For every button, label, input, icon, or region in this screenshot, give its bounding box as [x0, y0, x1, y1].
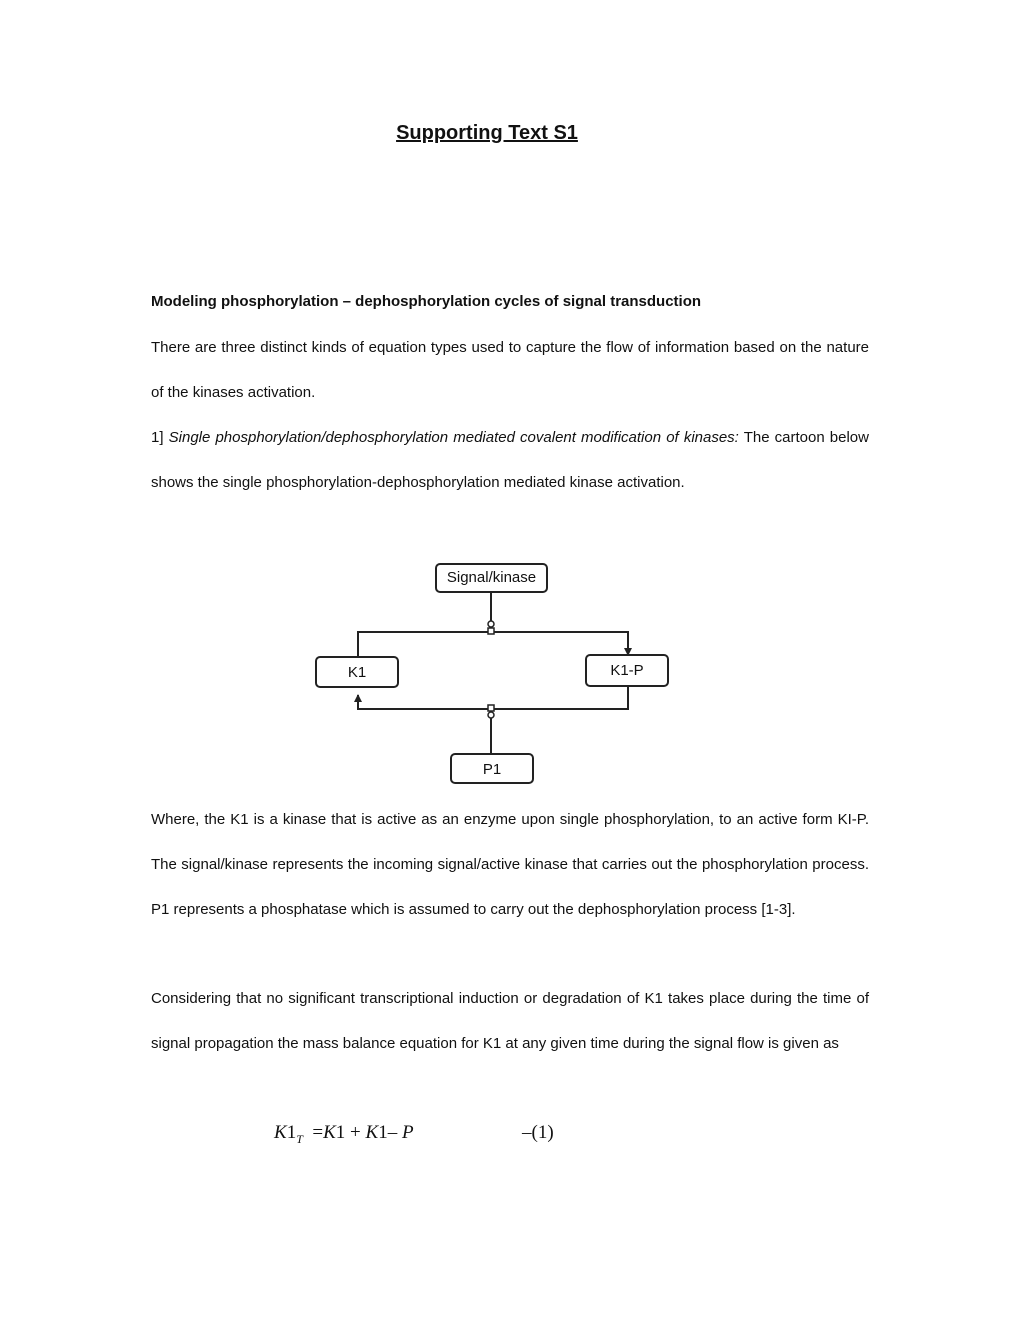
signal-kinase-label: Signal/kinase	[446, 569, 537, 586]
eq-term1-var: K	[323, 1122, 336, 1143]
intro-paragraph: There are three distinct kinds of equation types used to capture the flow of information based on the nature of the kinases activation.	[151, 339, 869, 401]
eq-term2-num: 1	[378, 1122, 388, 1143]
section-heading: Modeling phosphorylation – dephosphorylation cycles of signal transduction	[151, 293, 702, 310]
phosphatase-connector-square	[488, 705, 494, 711]
where-paragraph: Where, the K1 is a kinase that is active as an enzyme upon single phosphorylation, to an active form KI-P. The signal/kinase represents the incoming signal/active kinase that carries out the phosphorylation process. P1 represents a phosphatase which is assumed to carry out the dephosphorylation process [1-3].	[151, 811, 869, 918]
eq-term2-p: P	[401, 1122, 414, 1143]
phosphatase-connector-circle	[488, 712, 494, 718]
eq-term1-num: 1	[335, 1122, 346, 1143]
item1-number: 1]	[151, 429, 164, 446]
kinase-cycle-diagram	[300, 555, 680, 790]
eq-minus: –	[387, 1122, 398, 1143]
item1-title: Single phosphorylation/dephosphorylation mediated covalent modification of kinases:	[168, 429, 739, 446]
eq-lhs-sub: T	[296, 1131, 303, 1146]
considering-paragraph: Considering that no significant transcriptional induction or degradation of K1 takes place during the time of signal propagation the mass balance equation for K1 at any given time during the signal flow is given as	[151, 990, 869, 1052]
eq-term2-var: K	[365, 1122, 379, 1143]
eq-lhs-var: K	[274, 1122, 287, 1143]
item1-paragraph	[151, 415, 869, 505]
page-title: Supporting Text S1	[396, 122, 578, 144]
item1-text: The cartoon below shows the single phosphorylation-dephosphorylation mediated kinase activation.	[151, 429, 869, 491]
signal-connector-square	[488, 628, 494, 634]
k1-label: K1	[347, 664, 367, 681]
mass-balance-equation	[274, 1122, 414, 1147]
phosphorylation-arrow	[358, 632, 628, 657]
eq-equals: =	[312, 1122, 324, 1143]
signal-connector-circle	[488, 621, 494, 627]
equation-number: –(1)	[522, 1122, 554, 1143]
eq-plus: +	[350, 1122, 361, 1143]
eq-lhs-num: 1	[286, 1122, 297, 1143]
k1p-label: K1-P	[610, 662, 644, 679]
p1-label: P1	[482, 761, 502, 778]
